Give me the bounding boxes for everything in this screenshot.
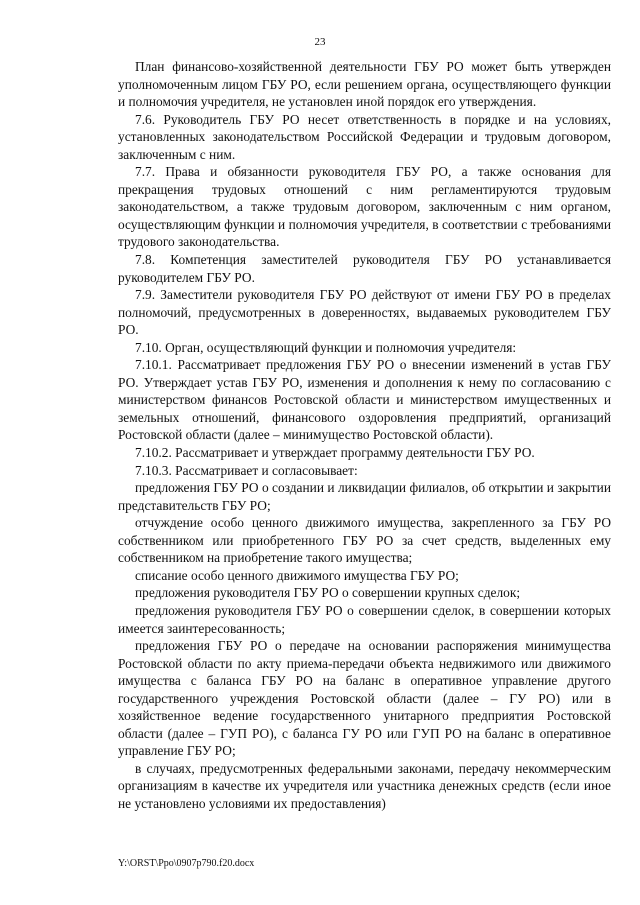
footer-file-path: Y:\ORST\Ppo\0907p790.f20.docx <box>118 858 255 869</box>
list-item-property-transfer: предложения ГБУ РО о передаче на основании распоряжения минимущества Ростовской области по акту приема-передачи объекта недвижимого или движимого имущества с баланса ГБУ РО на баланс в оперативное управление другого государственного учреждения Ростовской области (далее – ГУ РО) или в хозяйственное ведение государственного унитарного предприятия Ростовской области (далее – ГУП РО), с баланса ГУ РО или ГУП РО на баланс в оперативное управление ГБУ РО; <box>118 638 611 759</box>
paragraph-7-7: 7.7. Права и обязанности руководителя ГБУ РО, а также основания для прекращения трудовых отношений с ним регламентируются трудовым законодательством, а также трудовым договором, заключенным с ним органом, осуществляющим функции и полномочия учредителя, в соответствии с требованиями трудового законодательства. <box>118 164 611 250</box>
paragraph-7-10-1: 7.10.1. Рассматривает предложения ГБУ РО о внесении изменений в устав ГБУ РО. Утверждает устав ГБУ РО, изменения и дополнения к нему по согласованию с министерством финансов Ростовской области и министерством имущественных и земельных отношений, финансового оздоровления предприятий, организаций Ростовской области (далее – минимущество Ростовской области). <box>118 357 611 443</box>
paragraph-7-6: 7.6. Руководитель ГБУ РО несет ответственность в порядке и на условиях, установленных законодательством Российской Федерации и трудовым договором, заключенным с ним. <box>118 111 611 162</box>
list-item-write-off: списание особо ценного движимого имущества ГБУ РО; <box>135 567 459 583</box>
list-item-branches: предложения ГБУ РО о создании и ликвидации филиалов, об открытии и закрытии представительств ГБУ РО; <box>118 480 611 513</box>
paragraph-7-8: 7.8. Компетенция заместителей руководителя ГБУ РО устанавливается руководителем ГБУ РО. <box>118 252 611 285</box>
paragraph-7-10-2: 7.10.2. Рассматривает и утверждает программу деятельности ГБУ РО. <box>135 445 535 461</box>
paragraph-7-10: 7.10. Орган, осуществляющий функции и полномочия учредителя: <box>135 339 517 355</box>
document-body <box>118 58 611 813</box>
list-item-alienation: отчуждение особо ценного движимого имущества, закрепленного за ГБУ РО собственником или приобретенного ГБУ РО за счет средств, выделенных ему собственником на приобретение такого имущества; <box>118 515 611 566</box>
list-item-major-deals: предложения руководителя ГБУ РО о совершении крупных сделок; <box>135 585 521 601</box>
page-number: 23 <box>314 36 326 48</box>
list-item-interested-deals: предложения руководителя ГБУ РО о совершении сделок, в совершении которых имеется заинтересованность; <box>118 602 611 636</box>
paragraph-plan: План финансово-хозяйственной деятельности ГБУ РО может быть утвержден уполномоченным лицом ГБУ РО, если решением органа, осуществляющего функции и полномочия учредителя, не установлен иной порядок его утверждения. <box>118 59 611 110</box>
list-item-nonprofit-transfer: в случаях, предусмотренных федеральными законами, передачу некоммерческим организациям в качестве их учредителя или участника денежных средств (если иное не установлено условиями их предоставления) <box>118 760 611 811</box>
paragraph-7-10-3: 7.10.3. Рассматривает и согласовывает: <box>135 462 358 478</box>
paragraph-7-9: 7.9. Заместители руководителя ГБУ РО действуют от имени ГБУ РО в пределах полномочий, предусмотренных в доверенностях, выдаваемых руководителем ГБУ РО. <box>118 287 611 338</box>
